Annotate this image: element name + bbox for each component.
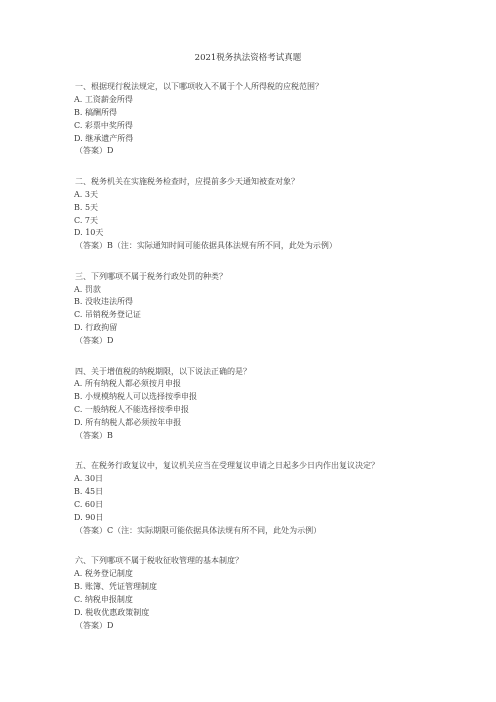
question-text: 四、关于增值税的纳税期限，以下说法正确的是？ [75,366,251,376]
option-c: C. 60日 [74,500,104,510]
question-text: 三、下列哪项不属于税务行政处罚的种类？ [75,271,227,281]
option-a: A. 3天 [74,189,98,199]
answer-text: （答案）D [75,146,114,156]
option-b: B. 小规模纳税人可以选择按季申报 [74,392,197,402]
option-a: A. 30日 [74,474,104,484]
question-1 [74,81,474,158]
question-3 [74,271,474,348]
question-list [74,81,474,650]
option-c: C. 7天 [74,215,99,225]
option-d: D. 继承遗产所得 [74,133,134,143]
option-c: C. 彩票中奖所得 [74,120,133,130]
option-d: D. 10天 [74,228,104,238]
question-text: 六、下列哪项不属于税收征收管理的基本制度？ [75,556,243,566]
option-b: B. 没收违法所得 [74,297,133,307]
question-text: 二、税务机关在实施税务检查时，应提前多少天通知被查对象？ [75,176,299,186]
question-6 [74,555,474,632]
option-a: A. 税务登记制度 [74,569,133,579]
question-5 [74,460,474,537]
option-b: B. 45日 [74,487,104,497]
option-b: B. 5天 [74,202,99,212]
option-c: C. 吊销税务登记证 [74,310,141,320]
option-b: B. 稿酬所得 [74,107,117,117]
option-b: B. 账簿、凭证管理制度 [74,582,157,591]
answer-text: （答案）D [75,336,114,346]
question-text: 一、根据现行税法规定，以下哪项收入不属于个人所得税的应税范围？ [75,82,323,91]
option-d: D. 行政拘留 [74,323,118,333]
document-title: 2021税务执法资格考试真题 [194,53,302,63]
question-2 [74,176,474,253]
option-d: D. 90日 [74,512,104,522]
answer-text: （答案）B（注：实际通知时间可能依据具体法规有所不同，此处为示例） [75,241,337,251]
question-text: 五、在税务行政复议中，复议机关应当在受理复议申请之日起多少日内作出复议决定？ [75,461,379,471]
option-a: A. 工资薪金所得 [74,94,133,104]
question-4 [74,366,474,443]
answer-text: （答案）D [75,620,114,630]
option-c: C. 纳税申报制度 [74,594,133,604]
answer-text: （答案）C（注：实际期限可能依据具体法规有所不同，此处为示例） [75,525,322,535]
option-c: C. 一般纳税人不能选择按季申报 [74,405,189,415]
option-a: A. 罚款 [74,284,101,294]
answer-text: （答案）B [75,430,113,440]
option-d: D. 税收优惠政策制度 [74,607,150,617]
option-d: D. 所有纳税人都必须按年申报 [74,418,182,428]
option-a: A. 所有纳税人都必须按月申报 [74,379,181,389]
